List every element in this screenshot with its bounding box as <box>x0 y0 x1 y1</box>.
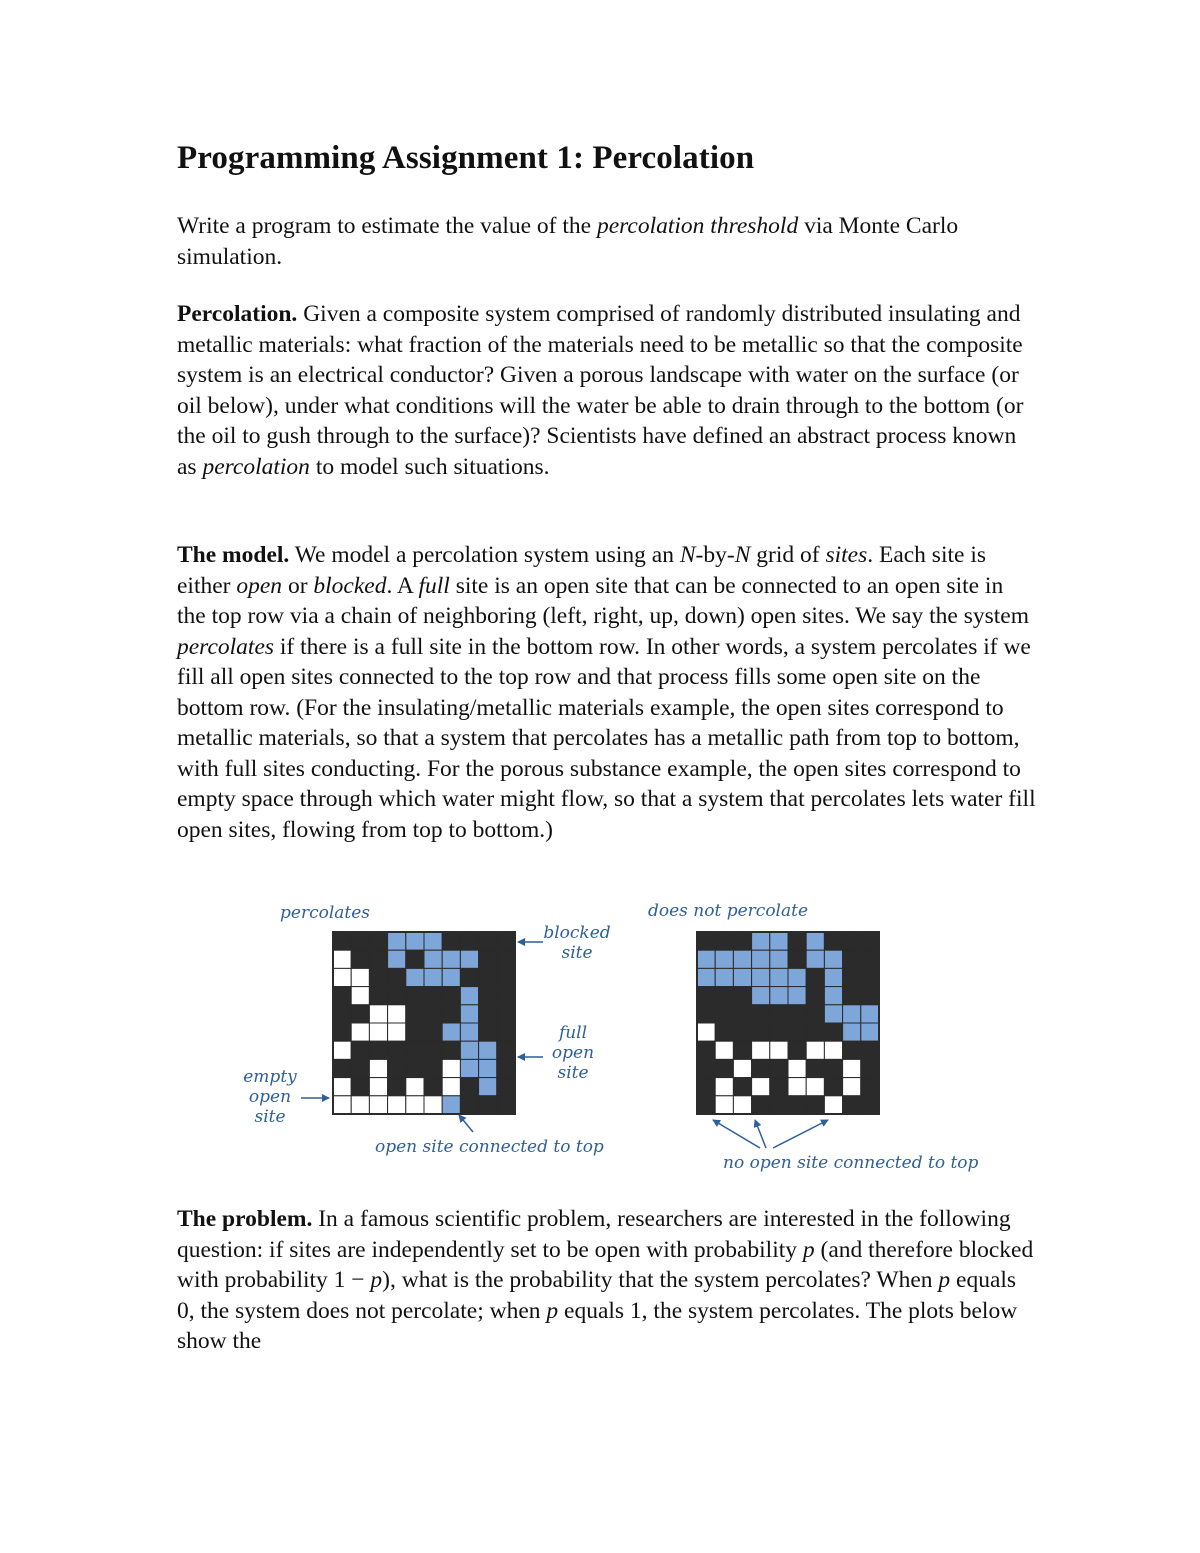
blocked-site <box>770 1096 788 1114</box>
percolation-paragraph <box>177 299 1037 482</box>
full-site <box>460 950 478 968</box>
empty-open-site <box>843 1078 861 1096</box>
full-site <box>697 950 715 968</box>
does-not-percolate-label: does not percolate <box>648 901 809 921</box>
blocked-site <box>442 932 460 950</box>
blocked-site <box>788 1005 806 1023</box>
empty-open-site <box>806 1078 824 1096</box>
full-site <box>406 932 424 950</box>
blocked-site <box>460 1078 478 1096</box>
full-site <box>388 950 406 968</box>
blocked-site <box>497 1005 515 1023</box>
full-site <box>424 950 442 968</box>
empty-open-site <box>388 1005 406 1023</box>
blocked-site <box>806 1096 824 1114</box>
full-site <box>733 968 751 986</box>
blocked-site <box>479 932 497 950</box>
full-label-line-2: open <box>551 1043 595 1063</box>
blocked-site <box>479 987 497 1005</box>
problem-text-5: equals 1, the system percolates. The plots below show the <box>177 1297 1018 1354</box>
intro-text: Write a program to estimate the value of the <box>177 213 597 239</box>
blocked-site <box>733 1023 751 1041</box>
model-text-7: if there is a full site in the bottom row. In other words, a system percolates if we fill all open sites connected to the top row and that process fills some open site on the bottom row. (For the insulating/metallic materials example, the open sites correspond to metallic materials, so that a system that percolates has a metallic path from top to bottom, with full sites conducting. For the porous substance example, the open sites correspond to empty space through which water might flow, so that a system that percolates lets water fill open sites, flowing from top to bottom.) <box>177 633 1036 843</box>
problem-p-1: p <box>802 1236 815 1263</box>
blocked-site <box>351 1078 369 1096</box>
blocked-site <box>861 932 879 950</box>
blocked-site <box>333 1005 351 1023</box>
blocked-site <box>752 1059 770 1077</box>
blocked-site <box>497 987 515 1005</box>
full-site <box>460 1041 478 1059</box>
blocked-site <box>424 1078 442 1096</box>
empty-open-site <box>333 1041 351 1059</box>
blocked-site <box>388 1078 406 1096</box>
full-site <box>442 1096 460 1114</box>
problem-paragraph <box>177 1204 1037 1357</box>
blocked-site <box>351 1005 369 1023</box>
blocked-site <box>424 1059 442 1077</box>
full-site <box>479 1059 497 1077</box>
full-site <box>824 950 842 968</box>
blocked-site <box>406 1005 424 1023</box>
full-site <box>424 968 442 986</box>
problem-text-2: (and therefore blocked with probability 1 − <box>177 1236 1034 1293</box>
blocked-site <box>351 1041 369 1059</box>
blocked-site <box>460 968 478 986</box>
blocked-site <box>843 1096 861 1114</box>
blocked-site <box>479 1096 497 1114</box>
empty-open-site <box>333 1096 351 1114</box>
blocked-site <box>424 1041 442 1059</box>
empty-open-site <box>333 950 351 968</box>
full-site <box>788 987 806 1005</box>
blocked-site <box>715 987 733 1005</box>
blocked-site <box>497 1059 515 1077</box>
blocked-site <box>733 932 751 950</box>
full-site <box>715 968 733 986</box>
full-site <box>460 987 478 1005</box>
model-text-3: . Each site is either <box>177 542 986 599</box>
blocked-site-label <box>541 923 613 963</box>
blocked-site <box>770 1005 788 1023</box>
blocked-site <box>497 950 515 968</box>
blocked-site <box>843 987 861 1005</box>
blocked-site <box>861 1059 879 1077</box>
empty-open-site <box>369 1023 387 1041</box>
empty-open-site <box>824 1096 842 1114</box>
empty-open-site <box>351 1023 369 1041</box>
blocked-site <box>752 1005 770 1023</box>
blocked-site <box>333 1023 351 1041</box>
empty-open-site <box>351 1096 369 1114</box>
full-site <box>824 968 842 986</box>
empty-open-site <box>843 1059 861 1077</box>
blocked-site <box>497 932 515 950</box>
full-site <box>770 932 788 950</box>
percolating-grid <box>333 932 515 1114</box>
empty-open-site <box>752 1078 770 1096</box>
blocked-site <box>861 1041 879 1059</box>
problem-text-3: ), what is the probability that the system percolates? When <box>382 1267 939 1293</box>
blocked-site <box>843 932 861 950</box>
full-site <box>752 968 770 986</box>
percolation-figure <box>225 895 995 1180</box>
blocked-site <box>733 1005 751 1023</box>
blocked-site <box>479 1005 497 1023</box>
intro-term: percolation threshold <box>596 213 799 239</box>
blocked-site <box>861 1096 879 1114</box>
blocked-site <box>442 1041 460 1059</box>
blocked-site <box>733 1078 751 1096</box>
empty-label-line-1: empty <box>243 1067 297 1087</box>
model-text-6: site is an open site that can be connected to an open site in the top row via a chain of neighboring (left, right, up, down) open sites. We say the system <box>177 572 1029 629</box>
empty-open-site <box>333 1078 351 1096</box>
empty-open-site <box>806 1041 824 1059</box>
empty-open-site <box>733 1096 751 1114</box>
blocked-site <box>788 932 806 950</box>
empty-label-line-2: open <box>248 1087 292 1107</box>
percolation-heading: Percolation. <box>177 301 298 327</box>
no-connected-arrow-2 <box>755 1120 766 1148</box>
blocked-site <box>733 987 751 1005</box>
empty-open-site <box>442 1078 460 1096</box>
blocked-site <box>369 950 387 968</box>
empty-open-site <box>697 1023 715 1041</box>
model-term-sites: sites <box>825 542 868 568</box>
blocked-site <box>406 950 424 968</box>
blocked-site <box>697 1041 715 1059</box>
problem-text-1: In a famous scientific problem, researchers are interested in the following question: if sites are independently set to be open with probability <box>177 1206 1011 1263</box>
blocked-site <box>479 1023 497 1041</box>
blocked-site <box>861 987 879 1005</box>
empty-open-site <box>715 1041 733 1059</box>
blocked-site <box>424 1005 442 1023</box>
empty-open-site <box>369 1059 387 1077</box>
blocked-site <box>752 1023 770 1041</box>
blocked-site <box>806 1023 824 1041</box>
blocked-site <box>788 1041 806 1059</box>
blocked-site <box>843 1041 861 1059</box>
full-site <box>770 968 788 986</box>
full-site <box>843 1023 861 1041</box>
connected-arrow <box>459 1115 473 1132</box>
empty-open-site <box>424 1096 442 1114</box>
blocked-site <box>788 1096 806 1114</box>
full-site <box>861 1005 879 1023</box>
blocked-site <box>806 1005 824 1023</box>
blocked-site <box>388 1041 406 1059</box>
percolation-text: Given a composite system comprised of randomly distributed insulating and metallic materials: what fraction of the materials need to be metallic so that the composite system is an electrical conductor? Given a porous landscape with water on the surface (or oil below), under what conditions will the water be able to drain through to the bottom (or the oil to gush through to the surface)? Scientists have defined an abstract process known as <box>177 301 1024 480</box>
full-site <box>442 950 460 968</box>
blocked-site <box>497 1023 515 1041</box>
blocked-site <box>369 932 387 950</box>
full-site <box>733 950 751 968</box>
blocked-site <box>715 932 733 950</box>
blocked-label-line-1: blocked <box>543 923 611 943</box>
full-site <box>388 932 406 950</box>
empty-label-line-3: site <box>254 1107 286 1127</box>
problem-p-2: p <box>370 1267 383 1293</box>
full-site <box>788 968 806 986</box>
empty-site-label <box>235 1067 305 1127</box>
full-site <box>770 987 788 1005</box>
empty-open-site <box>788 1078 806 1096</box>
empty-open-site <box>715 1096 733 1114</box>
blocked-site <box>861 950 879 968</box>
blocked-site <box>424 987 442 1005</box>
full-label-line-1: full <box>558 1023 588 1043</box>
blocked-site <box>369 1041 387 1059</box>
full-site <box>824 1005 842 1023</box>
blocked-site <box>497 1096 515 1114</box>
empty-open-site <box>369 1096 387 1114</box>
problem-p-4: p <box>546 1297 559 1324</box>
blocked-site <box>715 1023 733 1041</box>
blocked-site <box>388 987 406 1005</box>
full-site <box>697 968 715 986</box>
blocked-site <box>369 987 387 1005</box>
blocked-site <box>406 987 424 1005</box>
blocked-site <box>861 968 879 986</box>
full-site <box>479 1078 497 1096</box>
full-site <box>460 1023 478 1041</box>
empty-open-site <box>388 1023 406 1041</box>
blocked-site <box>824 1078 842 1096</box>
blocked-site <box>388 1059 406 1077</box>
full-site <box>424 932 442 950</box>
blocked-site <box>752 1096 770 1114</box>
full-site <box>752 932 770 950</box>
model-paragraph <box>177 540 1037 845</box>
percolates-label: percolates <box>280 903 371 923</box>
model-term-open: open <box>236 572 283 599</box>
blocked-site <box>715 1059 733 1077</box>
model-term-blocked: blocked <box>313 572 387 599</box>
full-site <box>442 1023 460 1041</box>
empty-open-site <box>733 1059 751 1077</box>
blocked-site <box>697 1078 715 1096</box>
empty-open-site <box>351 987 369 1005</box>
blocked-site <box>733 1041 751 1059</box>
blocked-site <box>497 1078 515 1096</box>
blocked-site <box>333 1059 351 1077</box>
blocked-site <box>806 987 824 1005</box>
model-n-1: N <box>679 542 696 568</box>
blocked-site <box>388 968 406 986</box>
model-text-2: grid of <box>750 542 826 568</box>
full-site <box>460 1059 478 1077</box>
empty-open-site <box>406 1078 424 1096</box>
no-connected-arrow-3 <box>773 1120 828 1148</box>
model-n-2: N <box>734 542 751 568</box>
blocked-site <box>460 1096 478 1114</box>
empty-open-site <box>369 1005 387 1023</box>
problem-heading: The problem. <box>177 1206 313 1232</box>
blocked-site <box>424 1023 442 1041</box>
blocked-site <box>497 968 515 986</box>
blocked-site <box>843 950 861 968</box>
problem-p-3: p <box>938 1267 951 1293</box>
blocked-site <box>479 950 497 968</box>
full-site <box>770 950 788 968</box>
blocked-site <box>697 932 715 950</box>
blocked-site <box>333 932 351 950</box>
blocked-site <box>806 1059 824 1077</box>
problem-text-4: equals 0, the system does not percolate; when <box>177 1267 1017 1324</box>
connected-to-top-label: open site connected to top <box>375 1137 604 1157</box>
model-text-5: . A <box>386 572 419 599</box>
model-by: -by- <box>695 542 735 568</box>
blocked-site <box>788 1023 806 1041</box>
blocked-site <box>406 1041 424 1059</box>
empty-open-site <box>752 1041 770 1059</box>
full-site <box>824 987 842 1005</box>
full-site <box>806 950 824 968</box>
no-connected-label: no open site connected to top <box>723 1153 979 1173</box>
full-site <box>479 1041 497 1059</box>
percolation-term: percolation <box>202 453 310 480</box>
non-percolating-grid <box>697 932 879 1114</box>
blocked-site <box>697 1059 715 1077</box>
blocked-site <box>479 968 497 986</box>
blocked-site <box>770 1059 788 1077</box>
model-text-1: We model a percolation system using an <box>289 542 680 568</box>
blocked-site <box>351 950 369 968</box>
blocked-site <box>770 1078 788 1096</box>
blocked-site <box>442 1005 460 1023</box>
full-site <box>442 968 460 986</box>
empty-open-site <box>369 1078 387 1096</box>
full-site <box>806 932 824 950</box>
full-site <box>406 968 424 986</box>
empty-open-site <box>770 1041 788 1059</box>
full-site <box>715 950 733 968</box>
blocked-site <box>351 1059 369 1077</box>
blocked-site <box>442 987 460 1005</box>
intro-paragraph <box>177 211 1037 272</box>
empty-open-site <box>351 968 369 986</box>
blocked-site <box>697 1096 715 1114</box>
percolation-tail: to model such situations. <box>309 453 550 480</box>
blocked-site <box>824 1023 842 1041</box>
blocked-site <box>497 1041 515 1059</box>
blocked-site <box>406 1023 424 1041</box>
blocked-site <box>697 1005 715 1023</box>
full-site <box>752 987 770 1005</box>
empty-open-site <box>406 1096 424 1114</box>
full-site <box>752 950 770 968</box>
blocked-site <box>843 968 861 986</box>
full-site <box>843 1005 861 1023</box>
empty-open-site <box>788 1059 806 1077</box>
blocked-site <box>824 932 842 950</box>
blocked-site <box>406 1059 424 1077</box>
intro-text-end: via Monte Carlo simulation. <box>177 213 959 270</box>
blocked-site <box>788 950 806 968</box>
empty-open-site <box>333 968 351 986</box>
blocked-site <box>770 1023 788 1041</box>
full-site-label <box>543 1023 603 1083</box>
blocked-site <box>697 987 715 1005</box>
blocked-site <box>861 1078 879 1096</box>
empty-open-site <box>388 1096 406 1114</box>
empty-open-site <box>824 1041 842 1059</box>
model-text-4: or <box>282 572 314 599</box>
blocked-site <box>460 932 478 950</box>
blocked-site <box>824 1059 842 1077</box>
blocked-site <box>806 968 824 986</box>
empty-open-site <box>442 1059 460 1077</box>
model-term-percolates: percolates <box>177 633 275 660</box>
full-label-line-3: site <box>557 1063 589 1083</box>
blocked-site <box>351 932 369 950</box>
empty-open-site <box>715 1078 733 1096</box>
blocked-site <box>333 987 351 1005</box>
blocked-site <box>369 968 387 986</box>
full-site <box>460 1005 478 1023</box>
no-connected-arrow-1 <box>713 1120 760 1148</box>
full-site <box>861 1023 879 1041</box>
page-title: Programming Assignment 1: Percolation <box>177 140 755 176</box>
model-heading: The model. <box>177 542 290 568</box>
blocked-site <box>715 1005 733 1023</box>
blocked-label-line-2: site <box>561 943 593 963</box>
model-term-full: full <box>418 572 450 599</box>
